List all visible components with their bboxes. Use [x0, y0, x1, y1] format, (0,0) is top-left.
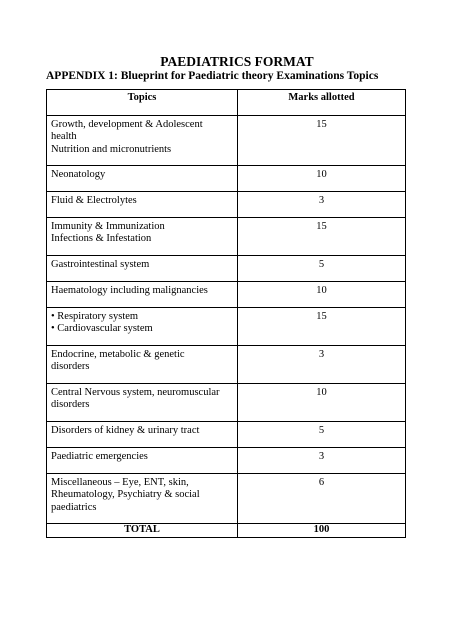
topic-cell: [47, 218, 238, 256]
header-marks: Marks allotted: [238, 90, 406, 116]
topic-line: disorders: [51, 399, 90, 411]
topic-line: Paediatric emergencies: [51, 451, 148, 462]
topic-line: Gastrointestinal system: [51, 259, 150, 270]
topic-line: Neonatology: [51, 169, 106, 180]
topic-line: Immunity & Immunization: [51, 221, 165, 232]
header-topics: Topics: [47, 90, 238, 116]
total-marks: 100: [238, 524, 406, 538]
topic-line: health: [51, 131, 77, 143]
topic-line: Disorders of kidney & urinary tract: [51, 425, 200, 436]
topic-cell: [47, 282, 238, 308]
marks-cell: 3: [238, 192, 406, 218]
topic-cell: [47, 448, 238, 474]
topic-line: • Respiratory system: [51, 311, 139, 322]
topic-cell: [47, 308, 238, 346]
topic-line: Rheumatology, Psychiatry & social: [51, 489, 200, 501]
marks-cell: 6: [238, 474, 406, 524]
marks-cell: 15: [238, 116, 406, 166]
table-row: [47, 166, 406, 192]
topic-line: disorders: [51, 361, 90, 373]
topic-line: Miscellaneous – Eye, ENT, skin,: [51, 477, 189, 488]
topic-cell: [47, 346, 238, 384]
total-label: TOTAL: [47, 524, 238, 538]
marks-cell: 3: [238, 448, 406, 474]
table-row: [47, 422, 406, 448]
table-row: [47, 384, 406, 422]
topic-line: Endocrine, metabolic & genetic: [51, 349, 185, 360]
topic-cell: [47, 422, 238, 448]
topic-cell: [47, 256, 238, 282]
table-row: [47, 218, 406, 256]
document-subtitle: APPENDIX 1: Blueprint for Paediatric theory Examinations Topics: [46, 70, 379, 82]
marks-cell: 5: [238, 256, 406, 282]
marks-cell: 3: [238, 346, 406, 384]
table-header-row: [47, 90, 406, 116]
topic-cell: [47, 116, 238, 166]
table-row: [47, 448, 406, 474]
marks-cell: 15: [238, 218, 406, 256]
table-row: [47, 256, 406, 282]
topic-line: Growth, development & Adolescent: [51, 119, 203, 130]
topic-cell: [47, 474, 238, 524]
marks-cell: 5: [238, 422, 406, 448]
table-row: [47, 474, 406, 524]
table-row: [47, 192, 406, 218]
topic-cell: [47, 166, 238, 192]
blueprint-table: [46, 89, 406, 538]
marks-cell: 10: [238, 384, 406, 422]
document-title: PAEDIATRICS FORMAT: [160, 54, 314, 69]
topic-line: Central Nervous system, neuromuscular: [51, 387, 220, 398]
table-row: [47, 116, 406, 166]
topic-cell: [47, 192, 238, 218]
topic-line: Fluid & Electrolytes: [51, 195, 137, 206]
topic-cell: [47, 384, 238, 422]
table-row: [47, 282, 406, 308]
topic-line: Haematology including malignancies: [51, 285, 208, 296]
table-row: [47, 346, 406, 384]
marks-cell: 10: [238, 166, 406, 192]
marks-cell: 15: [238, 308, 406, 346]
table-total-row: [47, 524, 406, 538]
table-row: [47, 308, 406, 346]
topic-line: • Cardiovascular system: [51, 323, 153, 335]
marks-cell: 10: [238, 282, 406, 308]
topic-line: paediatrics: [51, 501, 97, 513]
topic-line: Nutrition and micronutrients: [51, 143, 172, 155]
topic-line: Infections & Infestation: [51, 233, 152, 245]
